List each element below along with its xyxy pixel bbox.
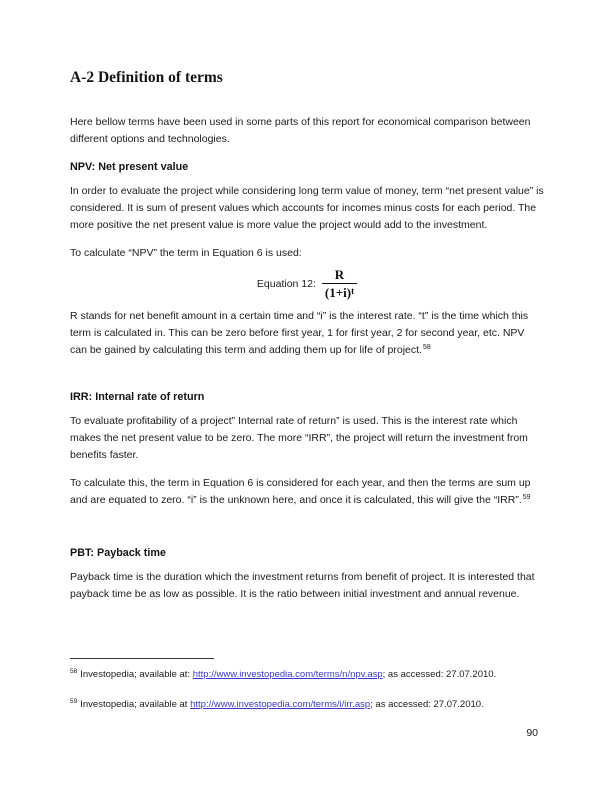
denominator-exponent: t	[351, 285, 355, 296]
footnote-59-marker: 59	[70, 698, 78, 705]
npv-paragraph-3-text: R stands for net benefit amount in a certain time and “i” is the interest rate. “t” is the time which this term is calculated in. This can be zero before first year, 1 for first year, 2 for second year, etc. NPV can be gained by calculating this term and adding them up for life of project.	[70, 310, 529, 357]
irr-paragraph-2	[70, 475, 544, 509]
npv-paragraph-2: To calculate “NPV” the term in Equation 6 is used:	[70, 247, 302, 259]
denominator-base: (1+i)	[324, 284, 352, 300]
footnotes-area	[70, 658, 544, 728]
footnote-ref-59: 59	[522, 494, 531, 502]
section-heading-pbt: PBT: Payback time	[70, 547, 167, 560]
irr-paragraph-1: To evaluate profitability of a project” Internal rate of return” is used. This is the interest rate which makes the net present value to be zero. The more “IRR”, the project will return the investment from benefits faster.	[70, 415, 528, 462]
footnote-58-text-after: ; as accessed: 27.07.2010.	[382, 669, 497, 680]
page-number: 90	[526, 727, 538, 739]
section-heading-irr: IRR: Internal rate of return	[70, 391, 205, 404]
footnote-58-marker: 58	[70, 668, 78, 675]
npv-paragraph-3	[70, 308, 544, 359]
equation-label: Equation 12:	[256, 277, 316, 290]
section-heading-npv: NPV: Net present value	[70, 161, 189, 173]
footnote-59	[70, 698, 544, 711]
npv-paragraph-1: In order to evaluate the project while considering long term value of money, term “net present value” is considered. It is sum of present values which accounts for incomes minus costs for each period. The more positive the net present value is more value the project would add to the investment.	[70, 185, 544, 231]
page-title: A-2 Definition of terms	[70, 69, 223, 86]
intro-paragraph: Here bellow terms have been used in some parts of this report for economical comparison between different options and technologies.	[70, 116, 531, 145]
footnote-59-text-after: ; as accessed: 27.07.2010.	[370, 699, 484, 710]
footnote-58-text-before: Investopedia; available at:	[80, 669, 193, 680]
page-content	[70, 68, 544, 614]
fraction-numerator: R	[334, 267, 345, 282]
equation-12	[70, 268, 544, 299]
footnote-58	[70, 668, 544, 681]
footnote-ref-58: 58	[422, 344, 431, 352]
footnote-separator	[70, 658, 214, 659]
footnote-59-text-before: Investopedia; available at	[80, 699, 191, 710]
footnote-58-link[interactable]: http://www.investopedia.com/terms/n/npv.asp	[192, 669, 383, 680]
footnote-59-link[interactable]: http://www.investopedia.com/terms/i/irr.asp	[190, 699, 371, 710]
pbt-paragraph: Payback time is the duration which the investment returns from benefit of project. It is interested that payback time be as low as possible. It is the ratio between initial investment and annual revenue.	[70, 571, 535, 601]
fraction-denominator	[322, 283, 357, 300]
irr-paragraph-2-text: To calculate this, the term in Equation 6 is considered for each year, and then the terms are sum up and are equated to zero. “i” is the unknown here, and once it is calculated, this will give the “IRR”.	[70, 477, 531, 507]
equation-fraction	[322, 268, 357, 299]
